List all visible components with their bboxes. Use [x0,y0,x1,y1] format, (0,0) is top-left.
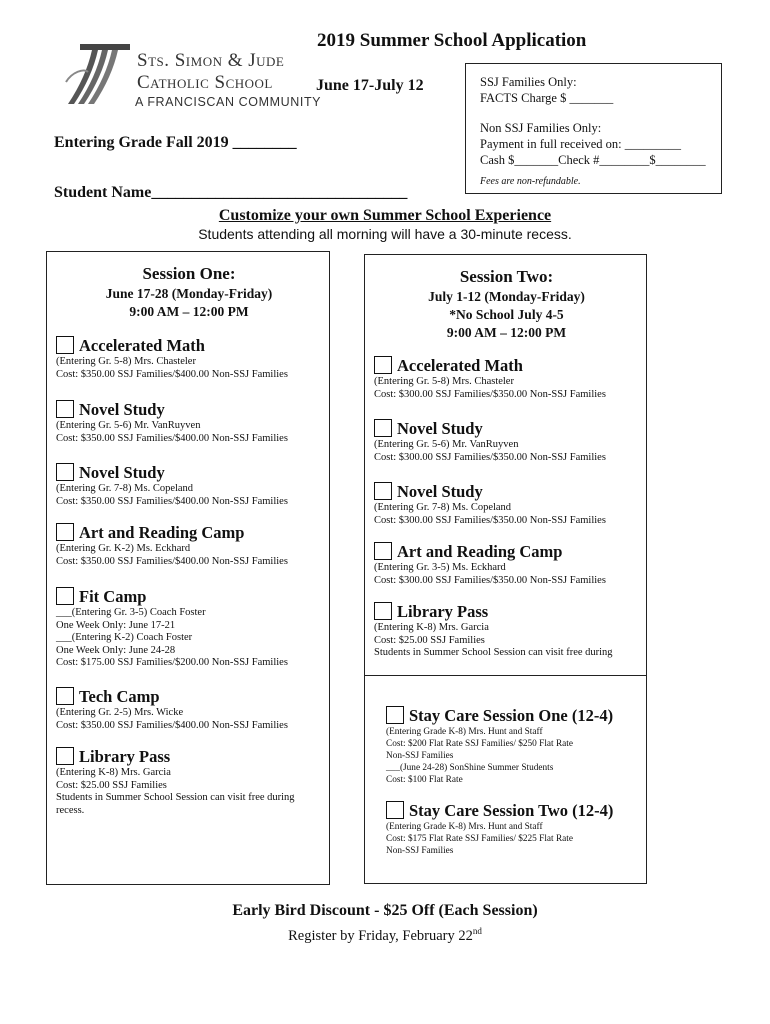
checkbox[interactable] [374,419,392,437]
session-two-course-0 [374,356,606,401]
course-detail[interactable]: ___(Entering K-2) Coach Foster [56,632,193,644]
course-detail: Cost: $300.00 SSJ Families/$350.00 Non-SSJ Families [374,514,606,526]
stay-care-course-1 [386,801,613,857]
payment-received-field[interactable]: Payment in full received on: _________ [480,137,682,151]
checkbox[interactable] [56,687,74,705]
course-detail: Non-SSJ Families [386,751,454,761]
session-two-no-school: *No School July 4-5 [449,307,564,322]
session-two-course-header [374,542,606,562]
ssj-families-label: SSJ Families Only: [480,75,577,89]
course-detail: Cost: $300.00 SSJ Families/$350.00 Non-SSJ Families [374,574,606,586]
course-name: Fit Camp [79,587,147,606]
stay-care-course-header [386,801,613,821]
course-name: Novel Study [79,400,165,419]
course-detail: Cost: $200 Flat Rate SSJ Families/ $250 Flat Rate [386,739,573,749]
session-two-course-header [374,482,606,502]
register-suffix: nd [472,926,482,936]
early-bird-discount: Early Bird Discount - $25 Off (Each Session) [232,902,538,919]
session-two-course-3 [374,542,606,587]
course-detail: (Entering Gr. 5-6) Mr. VanRuyven [374,439,519,450]
session-two-course-header [374,356,606,376]
course-name: Novel Study [397,482,483,501]
course-detail: recess. [56,804,85,816]
customize-heading: Customize your own Summer School Experience [218,207,552,224]
session-one-title: Session One: [142,264,236,283]
checkbox[interactable] [374,356,392,374]
session-one-course-6 [56,747,295,817]
session-one-course-header [56,687,288,707]
course-name: Art and Reading Camp [397,542,563,561]
course-detail: (Entering K-8) Mrs. Garcia [56,767,171,778]
session-one-course-3 [56,523,288,568]
course-detail: (Entering Gr. 3-5) Ms. Eckhard [374,562,506,573]
cash-check-field[interactable]: Cash $_______Check #________$________ [480,153,706,167]
session-one-course-2 [56,463,288,508]
course-detail: Cost: $350.00 SSJ Families/$400.00 Non-SSJ Families [56,495,288,507]
logo-tagline: A FRANCISCAN COMMUNITY [135,95,322,109]
checkbox[interactable] [374,482,392,500]
course-detail: (Entering Grade K-8) Mrs. Hunt and Staff [386,822,543,832]
session-one-course-1 [56,400,288,445]
session-two-time: 9:00 AM – 12:00 PM [446,325,567,340]
session-one-course-0 [56,336,288,381]
session-two-course-header [374,419,606,439]
session-one-course-4 [56,587,288,670]
course-detail: Cost: $300.00 SSJ Families/$350.00 Non-SSJ Families [374,388,606,400]
course-detail: Non-SSJ Families [386,846,454,856]
checkbox[interactable] [56,400,74,418]
course-detail: (Entering Gr. 2-5) Mrs. Wicke [56,707,184,718]
course-detail: Students in Summer School Session can visit free during [374,647,613,659]
course-detail: (Entering Gr. 7-8) Ms. Copeland [56,483,194,494]
course-detail: (Entering Gr. 5-6) Mr. VanRuyven [56,420,201,431]
session-two-title: Session Two: [459,267,554,286]
session-two-panel [364,254,647,884]
checkbox[interactable] [56,463,74,481]
student-name-field[interactable]: Student Name________________________________ [54,184,408,201]
logo-name-line1: Sts. Simon & Jude [137,50,285,71]
session-one-course-header [56,587,288,607]
course-name: Stay Care Session One (12-4) [409,706,614,725]
course-detail: Cost: $350.00 SSJ Families/$400.00 Non-SSJ Families [56,555,288,567]
recess-note: Students attending all morning will have a 30-minute recess. [198,226,572,242]
course-detail: Cost: $350.00 SSJ Families/$400.00 Non-SSJ Families [56,432,288,444]
course-detail: Cost: $300.00 SSJ Families/$350.00 Non-SSJ Families [374,451,606,463]
course-detail[interactable]: ___(Entering Gr. 3-5) Coach Foster [56,607,206,618]
course-detail: Students in Summer School Session can visit free during [56,792,295,804]
checkbox[interactable] [56,336,74,354]
checkbox[interactable] [56,523,74,541]
checkbox[interactable] [374,602,392,620]
session-one-course-header [56,463,288,483]
course-detail: One Week Only: June 24-28 [56,644,176,656]
non-ssj-families-label: Non SSJ Families Only: [480,121,602,135]
course-name: Tech Camp [79,687,160,706]
checkbox[interactable] [374,542,392,560]
checkbox[interactable] [56,587,74,605]
course-detail: (Entering K-8) Mrs. Garcia [374,622,489,633]
stay-care-course-0 [386,706,613,786]
course-detail[interactable]: ___(June 24-28) SonShine Summer Students [386,763,554,773]
course-detail: Cost: $350.00 SSJ Families/$400.00 Non-SSJ Families [56,719,288,731]
checkbox[interactable] [56,747,74,765]
course-detail: Cost: $100 Flat Rate [386,775,463,785]
course-name: Novel Study [79,463,165,482]
program-dates: June 17-July 12 [316,77,424,94]
course-detail: (Entering Grade K-8) Mrs. Hunt and Staff [386,727,543,737]
course-detail: One Week Only: June 17-21 [56,619,176,631]
course-name: Novel Study [397,419,483,438]
school-logo-icon [62,42,132,108]
fees-note: Fees are non-refundable. [480,176,581,187]
register-text: Register by Friday, February 22 [288,927,473,944]
course-name: Art and Reading Camp [79,523,245,542]
session-one-course-header [56,336,288,356]
course-detail: (Entering Gr. 5-8) Mrs. Chasteler [374,376,514,387]
session-two-course-header [374,602,613,622]
session-two-course-2 [374,482,606,527]
session-one-dates: June 17-28 (Monday-Friday) [105,286,273,301]
logo-name-line2: Catholic School [137,72,273,93]
checkbox[interactable] [386,801,404,819]
session-one-course-header [56,523,288,543]
office-use-box [465,63,722,194]
stay-care-divider [364,675,647,676]
course-detail: Cost: $350.00 SSJ Families/$400.00 Non-SSJ Families [56,368,288,380]
course-detail: Cost: $175 Flat Rate SSJ Families/ $225 Flat Rate [386,834,573,844]
session-one-course-5 [56,687,288,732]
session-two-dates: July 1-12 (Monday-Friday) [428,289,585,304]
session-one-panel [46,251,330,885]
facts-charge-field[interactable]: FACTS Charge $ _______ [480,91,614,105]
session-one-course-header [56,747,295,767]
course-detail: (Entering Gr. 5-8) Mrs. Chasteler [56,356,196,367]
stay-care-course-header [386,706,613,726]
session-two-course-4 [374,602,613,660]
course-name: Library Pass [79,747,171,766]
session-one-course-header [56,400,288,420]
course-detail: Cost: $175.00 SSJ Families/$200.00 Non-SSJ Families [56,657,288,669]
course-detail: Cost: $25.00 SSJ Families [374,634,485,646]
entering-grade-field[interactable]: Entering Grade Fall 2019 ________ [54,134,297,151]
course-detail: (Entering Gr. K-2) Ms. Eckhard [56,543,191,554]
course-name: Library Pass [397,602,489,621]
course-detail: (Entering Gr. 7-8) Ms. Copeland [374,502,512,513]
session-two-course-1 [374,419,606,464]
course-detail: Cost: $25.00 SSJ Families [56,779,167,791]
page-title: 2019 Summer School Application [317,30,587,51]
course-name: Stay Care Session Two (12-4) [409,801,614,820]
course-name: Accelerated Math [397,356,523,375]
checkbox[interactable] [386,706,404,724]
register-deadline [0,926,770,945]
session-one-time: 9:00 AM – 12:00 PM [129,304,249,319]
course-name: Accelerated Math [79,336,205,355]
